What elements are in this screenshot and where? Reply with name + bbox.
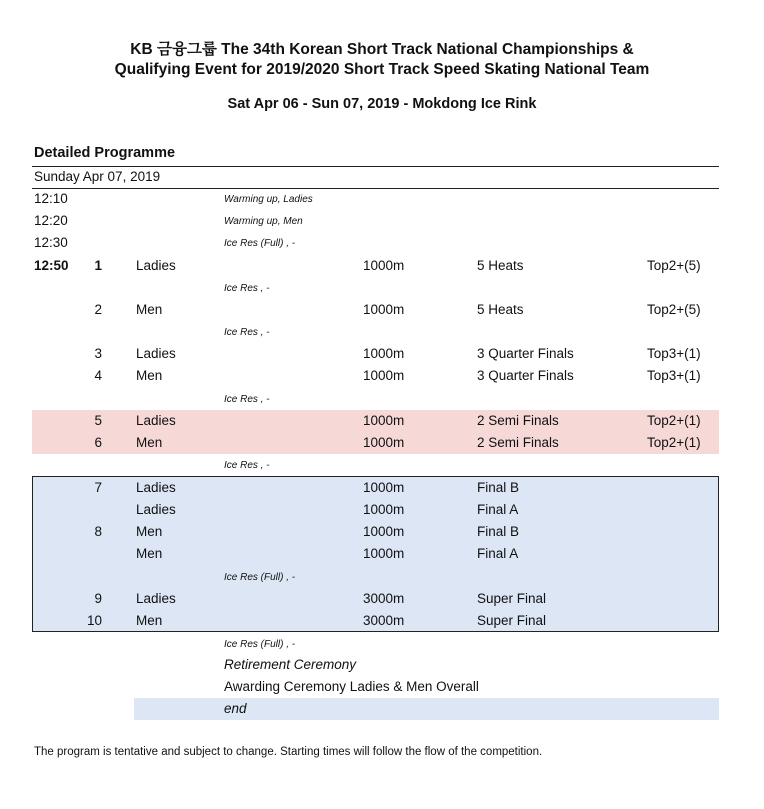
race-category: Men (136, 435, 163, 450)
schedule-row (0, 232, 764, 254)
row-note: Warming up, Men (224, 216, 303, 227)
top-rule (32, 166, 719, 167)
race-category: Men (136, 368, 163, 383)
race-phase: 5 Heats (477, 258, 524, 273)
race-phase: Final B (477, 524, 520, 539)
race-category: Men (136, 546, 163, 561)
row-note: Warming up, Ladies (224, 194, 313, 205)
race-number: 10 (86, 613, 102, 628)
race-distance: 1000m (363, 302, 405, 317)
ice-res-row (0, 277, 764, 299)
race-category: Ladies (136, 591, 176, 606)
race-phase: 2 Semi Finals (477, 413, 559, 428)
awarding-ceremony: Awarding Ceremony Ladies & Men Overall (224, 679, 479, 694)
row-note: Ice Res (Full) , - (224, 572, 296, 583)
row-note: Ice Res (Full) , - (224, 238, 296, 249)
day-label: Sunday Apr 07, 2019 (34, 169, 161, 184)
race-qualify: Top2+(1) (647, 413, 701, 428)
retirement-ceremony: Retirement Ceremony (224, 657, 357, 672)
race-phase: Super Final (477, 613, 547, 628)
end-row (0, 698, 764, 720)
ice-res-row (0, 566, 764, 588)
row-note: Ice Res , - (224, 327, 270, 338)
ice-res-row (0, 321, 764, 343)
race-distance: 1000m (363, 480, 405, 495)
race-row (0, 255, 764, 277)
race-number: 2 (94, 302, 102, 317)
race-category: Men (136, 302, 163, 317)
row-time: 12:30 (34, 235, 68, 250)
race-number: 6 (94, 435, 102, 450)
race-qualify: Top3+(1) (647, 346, 701, 361)
race-category: Men (136, 524, 163, 539)
race-row (0, 588, 764, 610)
race-phase: 3 Quarter Finals (477, 368, 574, 383)
row-note: Ice Res , - (224, 394, 270, 405)
race-qualify: Top2+(5) (647, 258, 701, 273)
race-category: Ladies (136, 480, 176, 495)
race-row (0, 299, 764, 321)
race-number: 7 (94, 480, 102, 495)
ceremony-row (0, 654, 764, 676)
race-distance: 3000m (363, 591, 405, 606)
race-distance: 1000m (363, 346, 405, 361)
row-note: Ice Res (Full) , - (224, 639, 296, 650)
ice-res-row (0, 388, 764, 410)
ceremony-row (0, 676, 764, 698)
race-distance: 1000m (363, 368, 405, 383)
race-row (0, 610, 764, 632)
race-category: Ladies (136, 502, 176, 517)
race-row (0, 410, 764, 432)
race-phase: Super Final (477, 591, 547, 606)
race-distance: 1000m (363, 502, 405, 517)
footer-note: The program is tentative and subject to change. Starting times will follow the flow of the competition. (34, 746, 543, 758)
race-phase: 2 Semi Finals (477, 435, 559, 450)
race-qualify: Top2+(5) (647, 302, 701, 317)
race-qualify: Top2+(1) (647, 435, 701, 450)
race-phase: 3 Quarter Finals (477, 346, 574, 361)
race-distance: 1000m (363, 258, 405, 273)
race-phase: Final A (477, 546, 519, 561)
race-phase: Final A (477, 502, 519, 517)
row-note: Ice Res , - (224, 460, 270, 471)
row-note: Ice Res , - (224, 283, 270, 294)
race-row (0, 521, 764, 543)
schedule-row (0, 210, 764, 232)
title-line-2: Qualifying Event for 2019/2020 Short Track Speed Skating National Team (114, 61, 650, 78)
race-number: 1 (94, 258, 102, 273)
race-row (0, 499, 764, 521)
race-row (0, 477, 764, 499)
race-distance: 3000m (363, 613, 405, 628)
row-time: 12:10 (34, 191, 68, 206)
race-row (0, 543, 764, 565)
race-number: 3 (94, 346, 102, 361)
race-row (0, 343, 764, 365)
race-phase: Final B (477, 480, 520, 495)
end-label: end (224, 701, 247, 716)
race-qualify: Top3+(1) (647, 368, 701, 383)
race-phase: 5 Heats (477, 302, 524, 317)
race-distance: 1000m (363, 435, 405, 450)
title-line-1: KB 금융그룹 The 34th Korean Short Track National Championships & (130, 41, 634, 58)
race-category: Ladies (136, 413, 176, 428)
race-distance: 1000m (363, 413, 405, 428)
race-row (0, 432, 764, 454)
race-category: Men (136, 613, 163, 628)
race-category: Ladies (136, 346, 176, 361)
schedule-row (0, 188, 764, 210)
row-time: 12:50 (34, 258, 69, 273)
ice-res-row (0, 454, 764, 476)
race-number: 5 (94, 413, 102, 428)
row-time: 12:20 (34, 213, 68, 228)
date-venue: Sat Apr 06 - Sun 07, 2019 - Mokdong Ice Rink (227, 96, 537, 112)
section-heading: Detailed Programme (34, 145, 176, 161)
ice-res-row (0, 633, 764, 655)
race-number: 4 (94, 368, 102, 383)
race-number: 8 (94, 524, 102, 539)
race-number: 9 (94, 591, 102, 606)
race-distance: 1000m (363, 546, 405, 561)
race-distance: 1000m (363, 524, 405, 539)
race-category: Ladies (136, 258, 176, 273)
race-row (0, 365, 764, 387)
